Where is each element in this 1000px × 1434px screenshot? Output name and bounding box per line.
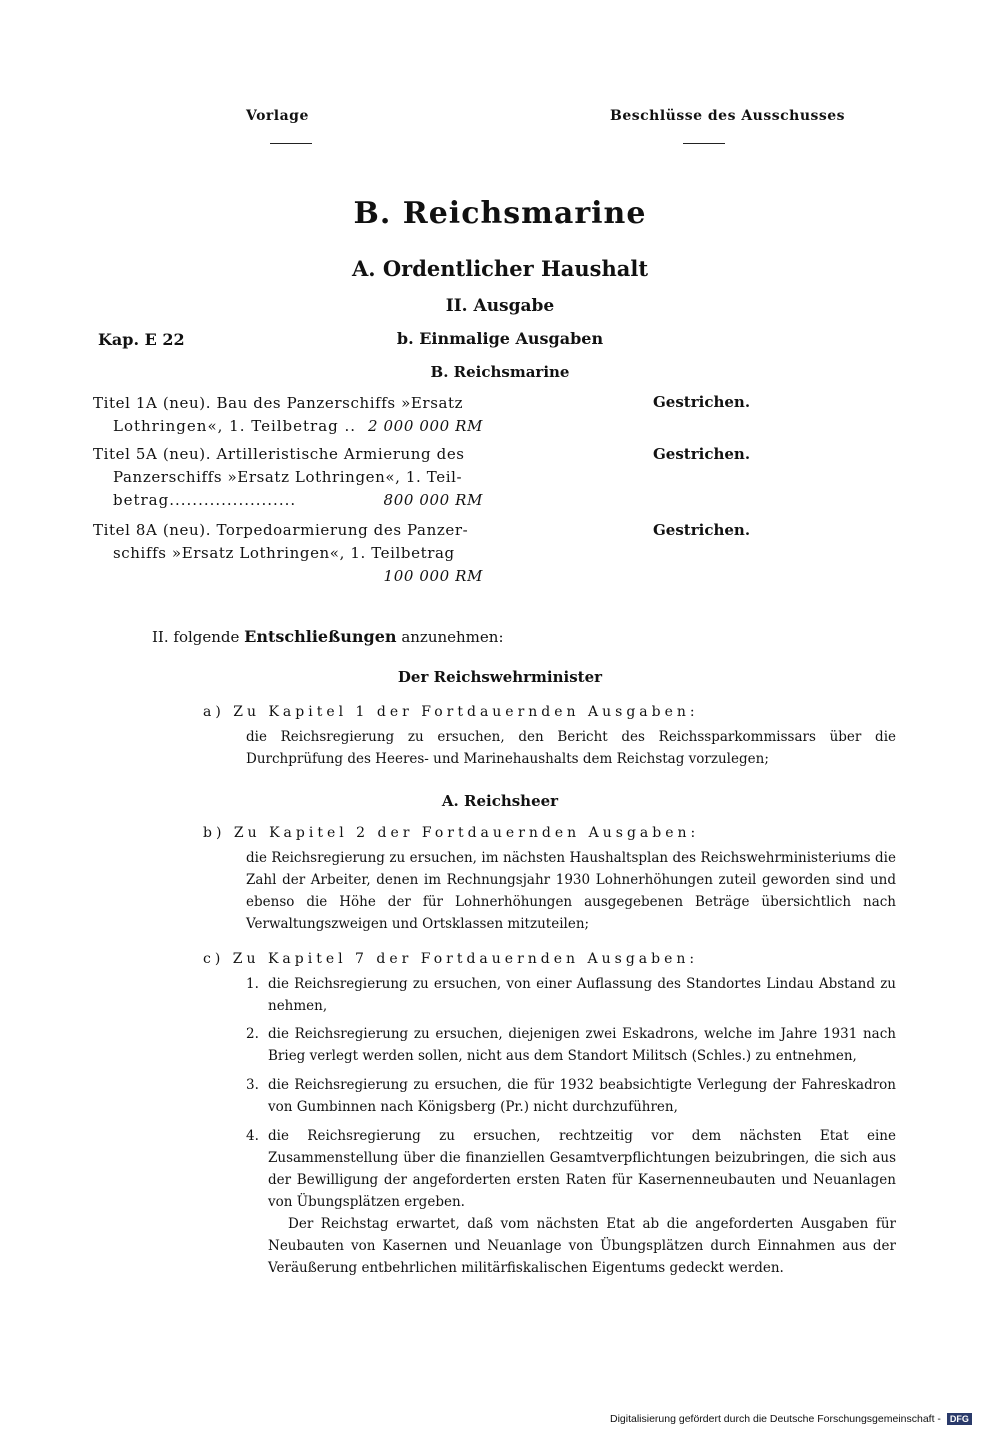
decision-gestrichen: Gestrichen. [653, 521, 751, 539]
decision-gestrichen: Gestrichen. [653, 393, 751, 411]
header-beschluesse-rule [683, 143, 725, 144]
subtitle-ordentlich: A. Ordentlicher Haushalt [351, 256, 649, 281]
titel-line: Titel 1A (neu). Bau des Panzerschiffs »Ersatz [93, 394, 464, 412]
list-item-text: die Reichsregierung zu ersuchen, die für 1932 beabsichtigte Verlegung der Fahreskadron von Gumbinnen nach Königsberg (Pr.) nicht durchzuführen, [268, 1077, 896, 1115]
titel-line: Titel 8A (neu). Torpedoarmierung des Panzer- [93, 521, 469, 539]
titel-line-with-amount [93, 415, 503, 438]
section-ii-suffix: anzunehmen: [401, 628, 504, 646]
section-ii-bold: Entschließungen [244, 627, 397, 646]
titel-line: Titel 5A (neu). Artilleristische Armierung des [93, 445, 465, 463]
decision-gestrichen: Gestrichen. [653, 445, 751, 463]
heading-reichsheer: A. Reichsheer [441, 792, 559, 810]
list-item-number: 2. [246, 1026, 259, 1042]
subtitle-einmalig: b. Einmalige Ausgaben [396, 329, 604, 348]
titel-line: betrag...................... [113, 491, 297, 509]
list-item-number: 3. [246, 1077, 259, 1093]
section-ii-line [152, 626, 504, 648]
titel-amount: 800 000 RM [383, 491, 483, 509]
footer-credit [610, 1413, 972, 1425]
list-item-number: 4. [246, 1128, 259, 1144]
item-a-label: a) Zu Kapitel 1 der Fortdauernden Ausgaben: [203, 704, 699, 720]
item-b-label: b) Zu Kapitel 2 der Fortdauernden Ausgaben: [203, 825, 700, 841]
list-item-text: die Reichsregierung zu ersuchen, diejenigen zwei Eskadrons, welche im Jahre 1931 nach Brieg verlegt werden sollen, nicht aus dem Standort Militsch (Schles.) zu entnehmen, [268, 1026, 896, 1064]
list-item-number: 1. [246, 976, 259, 992]
item-a-text: die Reichsregierung zu ersuchen, den Bericht des Reichssparkommissars über die Durchprüfung des Heeres- und Marinehaushalts dem Reichstag vorzulegen; [246, 729, 896, 767]
list-item-text: die Reichsregierung zu ersuchen, von einer Auflassung des Standortes Lindau Abstand zu nehmen, [268, 976, 896, 1014]
footer-text: Digitalisierung gefördert durch die Deutsche Forschungsgemeinschaft - [610, 1413, 941, 1425]
section-ii-prefix: II. folgende [152, 628, 240, 646]
item-c-final-text: Der Reichstag erwartet, daß vom nächsten Etat ab die angeforderten Ausgaben für Neubauten von Kasernen und Neuanlage von Übungsplätzen durch Einnahmen aus der Veräußerung entbehrlichen militärfiskalischen Eigentums gedeckt werden. [268, 1216, 896, 1276]
list-item [246, 973, 896, 1017]
titel-item-2 [93, 443, 503, 512]
kapitel-label: Kap. E 22 [98, 330, 185, 349]
titel-line: schiffs »Ersatz Lothringen«, 1. Teilbetrag [113, 544, 455, 562]
titel-item-3 [93, 519, 503, 588]
header-beschluesse: Beschlüsse des Ausschusses [610, 108, 846, 124]
list-item-text: die Reichsregierung zu ersuchen, rechtzeitig vor dem nächsten Etat eine Zusammenstellung über die finanziellen Gesamtverpflichtungen beizubringen, die sich aus der Bewilligung der angeforderten ersten Raten für Kasernenneubauten und Neuanlagen von Übungsplätzen ergeben. [268, 1128, 896, 1210]
list-item [246, 1023, 896, 1067]
subtitle-ausgabe: II. Ausgabe [445, 296, 555, 316]
item-b-text: die Reichsregierung zu ersuchen, im nächsten Haushaltsplan des Reichswehrministeriums die Zahl der Arbeiter, denen im Rechnungsjahr 1930 Lohnerhöhungen zuteil geworden sind und ebenso die Höhe der für Lohnerhöhungen ausgegebenen Beträge übersichtlich nach Verwaltungszweigen und Ortsklassen mitzuteilen; [246, 850, 896, 932]
item-c-label: c) Zu Kapitel 7 der Fortdauernden Ausgaben: [203, 951, 699, 967]
header-vorlage-rule [270, 143, 312, 144]
titel-line: Lothringen«, 1. Teilbetrag .. [113, 417, 357, 435]
titel-amount: 100 000 RM [383, 567, 483, 585]
page-title: B. Reichsmarine [353, 196, 647, 231]
header-vorlage: Vorlage [246, 108, 309, 124]
list-item [246, 1074, 896, 1118]
titel-line: Panzerschiffs »Ersatz Lothringen«, 1. Teil- [113, 468, 463, 486]
titel-item-1 [93, 392, 503, 438]
titel-amount: 2 000 000 RM [368, 417, 483, 435]
subtitle-reichsmarine: B. Reichsmarine [430, 363, 570, 381]
titel-line-with-amount [93, 489, 503, 512]
heading-reichswehrminister: Der Reichswehrminister [397, 668, 603, 686]
dfg-logo-icon: DFG [947, 1413, 972, 1425]
list-item [246, 1125, 896, 1213]
